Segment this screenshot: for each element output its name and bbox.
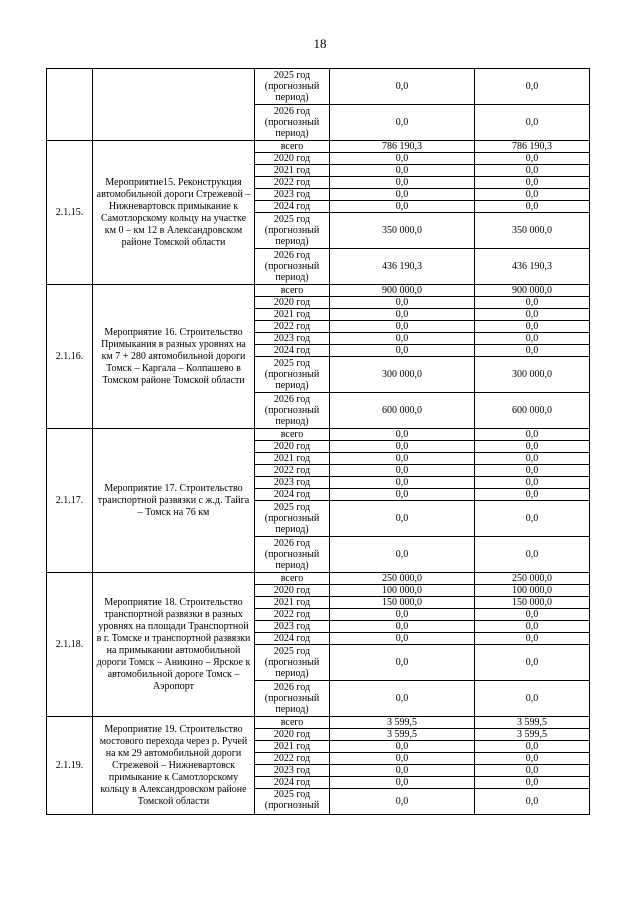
budget-table [46, 68, 590, 815]
budget-amount-cell: 250 000,0 [475, 573, 590, 585]
period-cell: 2023 год [255, 189, 330, 201]
period-cell: всего [255, 573, 330, 585]
period-cell: 2020 год [255, 297, 330, 309]
total-amount-cell: 0,0 [330, 465, 475, 477]
total-amount-cell: 0,0 [330, 633, 475, 645]
page-number: 18 [313, 36, 327, 51]
item-code-cell: 2.1.19. [47, 717, 93, 815]
period-cell: 2025 год (прогнозный период) [255, 69, 330, 105]
total-amount-cell: 0,0 [330, 777, 475, 789]
budget-amount-cell: 0,0 [475, 489, 590, 501]
item-code-cell: 2.1.15. [47, 141, 93, 285]
total-amount-cell: 0,0 [330, 489, 475, 501]
period-cell: 2021 год [255, 741, 330, 753]
budget-amount-cell: 0,0 [475, 153, 590, 165]
budget-amount-cell: 0,0 [475, 429, 590, 441]
total-amount-cell: 0,0 [330, 309, 475, 321]
total-amount-cell: 0,0 [330, 297, 475, 309]
event-description-cell: Мероприятие 16. Строительство Примыкания в разных уровнях на км 7 + 280 автомобильной дороги Томск – Каргала – Колпашево в Томском районе Томской области [93, 285, 255, 429]
total-amount-cell: 0,0 [330, 477, 475, 489]
period-cell: 2022 год [255, 321, 330, 333]
budget-amount-cell: 0,0 [475, 345, 590, 357]
budget-amount-cell: 0,0 [475, 789, 590, 815]
period-cell: 2021 год [255, 597, 330, 609]
total-amount-cell: 150 000,0 [330, 597, 475, 609]
period-cell: 2026 год (прогнозный период) [255, 681, 330, 717]
budget-amount-cell: 0,0 [475, 309, 590, 321]
period-cell: 2024 год [255, 201, 330, 213]
total-amount-cell: 0,0 [330, 645, 475, 681]
item-code-cell: 2.1.16. [47, 285, 93, 429]
budget-amount-cell: 0,0 [475, 777, 590, 789]
budget-amount-cell: 0,0 [475, 765, 590, 777]
budget-amount-cell: 0,0 [475, 441, 590, 453]
budget-amount-cell: 0,0 [475, 321, 590, 333]
event-description-cell: Мероприятие 17. Строительство транспортной развязки с ж.д. Тайга – Томск на 76 км [93, 429, 255, 573]
budget-amount-cell: 150 000,0 [475, 597, 590, 609]
period-cell: 2020 год [255, 585, 330, 597]
budget-amount-cell: 3 599,5 [475, 717, 590, 729]
total-amount-cell: 900 000,0 [330, 285, 475, 297]
period-cell: 2023 год [255, 621, 330, 633]
budget-amount-cell: 350 000,0 [475, 213, 590, 249]
total-amount-cell: 3 599,5 [330, 729, 475, 741]
budget-amount-cell: 300 000,0 [475, 357, 590, 393]
item-code-cell: 2.1.17. [47, 429, 93, 573]
event-description-cell: Мероприятие15. Реконструкция автомобильной дороги Стрежевой – Нижневартовск примыкание к Самотлорскому кольцу на участке км 0 – км 12 в Александровском районе Томской области [93, 141, 255, 285]
total-amount-cell: 0,0 [330, 201, 475, 213]
budget-amount-cell: 436 190,3 [475, 249, 590, 285]
total-amount-cell: 0,0 [330, 501, 475, 537]
period-cell: 2026 год (прогнозный период) [255, 249, 330, 285]
period-cell: 2020 год [255, 153, 330, 165]
period-cell: 2022 год [255, 465, 330, 477]
period-cell: 2021 год [255, 309, 330, 321]
total-amount-cell: 300 000,0 [330, 357, 475, 393]
budget-amount-cell: 100 000,0 [475, 585, 590, 597]
period-cell: 2021 год [255, 453, 330, 465]
total-amount-cell: 786 190,3 [330, 141, 475, 153]
total-amount-cell: 0,0 [330, 321, 475, 333]
total-amount-cell: 0,0 [330, 429, 475, 441]
period-cell: 2020 год [255, 729, 330, 741]
period-cell: всего [255, 285, 330, 297]
period-cell: 2024 год [255, 345, 330, 357]
period-cell: 2023 год [255, 333, 330, 345]
budget-amount-cell: 0,0 [475, 453, 590, 465]
total-amount-cell: 0,0 [330, 153, 475, 165]
period-cell: 2025 год (прогнозный период) [255, 213, 330, 249]
total-amount-cell: 0,0 [330, 105, 475, 141]
item-code-cell [47, 69, 93, 141]
total-amount-cell: 0,0 [330, 789, 475, 815]
table-row [47, 717, 590, 729]
period-cell: 2021 год [255, 165, 330, 177]
budget-amount-cell: 0,0 [475, 537, 590, 573]
budget-amount-cell: 0,0 [475, 333, 590, 345]
period-cell: 2025 год (прогнозный период) [255, 501, 330, 537]
budget-amount-cell: 0,0 [475, 501, 590, 537]
period-cell: 2024 год [255, 633, 330, 645]
budget-amount-cell: 786 190,3 [475, 141, 590, 153]
period-cell: 2020 год [255, 441, 330, 453]
period-cell: 2026 год (прогнозный период) [255, 393, 330, 429]
period-cell: 2024 год [255, 777, 330, 789]
total-amount-cell: 0,0 [330, 345, 475, 357]
period-cell: 2023 год [255, 765, 330, 777]
budget-amount-cell: 0,0 [475, 609, 590, 621]
total-amount-cell: 0,0 [330, 681, 475, 717]
total-amount-cell: 0,0 [330, 333, 475, 345]
total-amount-cell: 0,0 [330, 69, 475, 105]
table-row [47, 573, 590, 585]
period-cell: 2025 год (прогнозный период) [255, 645, 330, 681]
table-row [47, 285, 590, 297]
period-cell: 2022 год [255, 177, 330, 189]
budget-amount-cell: 0,0 [475, 201, 590, 213]
budget-amount-cell: 0,0 [475, 69, 590, 105]
event-description-cell: Мероприятие 18. Строительство транспортной развязки в разных уровнях на площади Транспортной в г. Томске и транспортной развязки на примыкании автомобильной дороги Томск – Аникино – Ярское к автомобильной дороге Томск – Аэропорт [93, 573, 255, 717]
budget-amount-cell: 600 000,0 [475, 393, 590, 429]
table-row [47, 69, 590, 105]
item-code-cell: 2.1.18. [47, 573, 93, 717]
budget-amount-cell: 0,0 [475, 165, 590, 177]
table-row [47, 429, 590, 441]
total-amount-cell: 350 000,0 [330, 213, 475, 249]
period-cell: 2026 год (прогнозный период) [255, 537, 330, 573]
budget-amount-cell: 3 599,5 [475, 729, 590, 741]
event-description-cell: Мероприятие 19. Строительство мостового перехода через р. Ручей на км 29 автомобильной дороги Стрежевой – Нижневартовск примыкание к Самотлорскому кольцу в Александровском районе Томской области [93, 717, 255, 815]
total-amount-cell: 0,0 [330, 165, 475, 177]
budget-amount-cell: 0,0 [475, 477, 590, 489]
period-cell: 2022 год [255, 609, 330, 621]
budget-amount-cell: 0,0 [475, 681, 590, 717]
budget-amount-cell: 0,0 [475, 753, 590, 765]
total-amount-cell: 0,0 [330, 189, 475, 201]
period-cell: всего [255, 429, 330, 441]
period-cell: 2022 год [255, 753, 330, 765]
total-amount-cell: 0,0 [330, 441, 475, 453]
budget-amount-cell: 0,0 [475, 633, 590, 645]
table-row [47, 141, 590, 153]
total-amount-cell: 436 190,3 [330, 249, 475, 285]
total-amount-cell: 0,0 [330, 609, 475, 621]
total-amount-cell: 0,0 [330, 765, 475, 777]
total-amount-cell: 0,0 [330, 621, 475, 633]
budget-amount-cell: 0,0 [475, 645, 590, 681]
total-amount-cell: 3 599,5 [330, 717, 475, 729]
total-amount-cell: 0,0 [330, 753, 475, 765]
event-description-cell [93, 69, 255, 141]
total-amount-cell: 0,0 [330, 741, 475, 753]
period-cell: 2025 год (прогнозный [255, 789, 330, 815]
period-cell: всего [255, 717, 330, 729]
period-cell: 2023 год [255, 477, 330, 489]
total-amount-cell: 0,0 [330, 453, 475, 465]
budget-amount-cell: 0,0 [475, 189, 590, 201]
total-amount-cell: 0,0 [330, 537, 475, 573]
budget-amount-cell: 0,0 [475, 105, 590, 141]
budget-amount-cell: 0,0 [475, 297, 590, 309]
budget-amount-cell: 0,0 [475, 741, 590, 753]
budget-amount-cell: 0,0 [475, 621, 590, 633]
total-amount-cell: 0,0 [330, 177, 475, 189]
period-cell: всего [255, 141, 330, 153]
budget-amount-cell: 900 000,0 [475, 285, 590, 297]
total-amount-cell: 100 000,0 [330, 585, 475, 597]
period-cell: 2024 год [255, 489, 330, 501]
period-cell: 2025 год (прогнозный период) [255, 357, 330, 393]
budget-amount-cell: 0,0 [475, 465, 590, 477]
total-amount-cell: 600 000,0 [330, 393, 475, 429]
period-cell: 2026 год (прогнозный период) [255, 105, 330, 141]
total-amount-cell: 250 000,0 [330, 573, 475, 585]
budget-amount-cell: 0,0 [475, 177, 590, 189]
